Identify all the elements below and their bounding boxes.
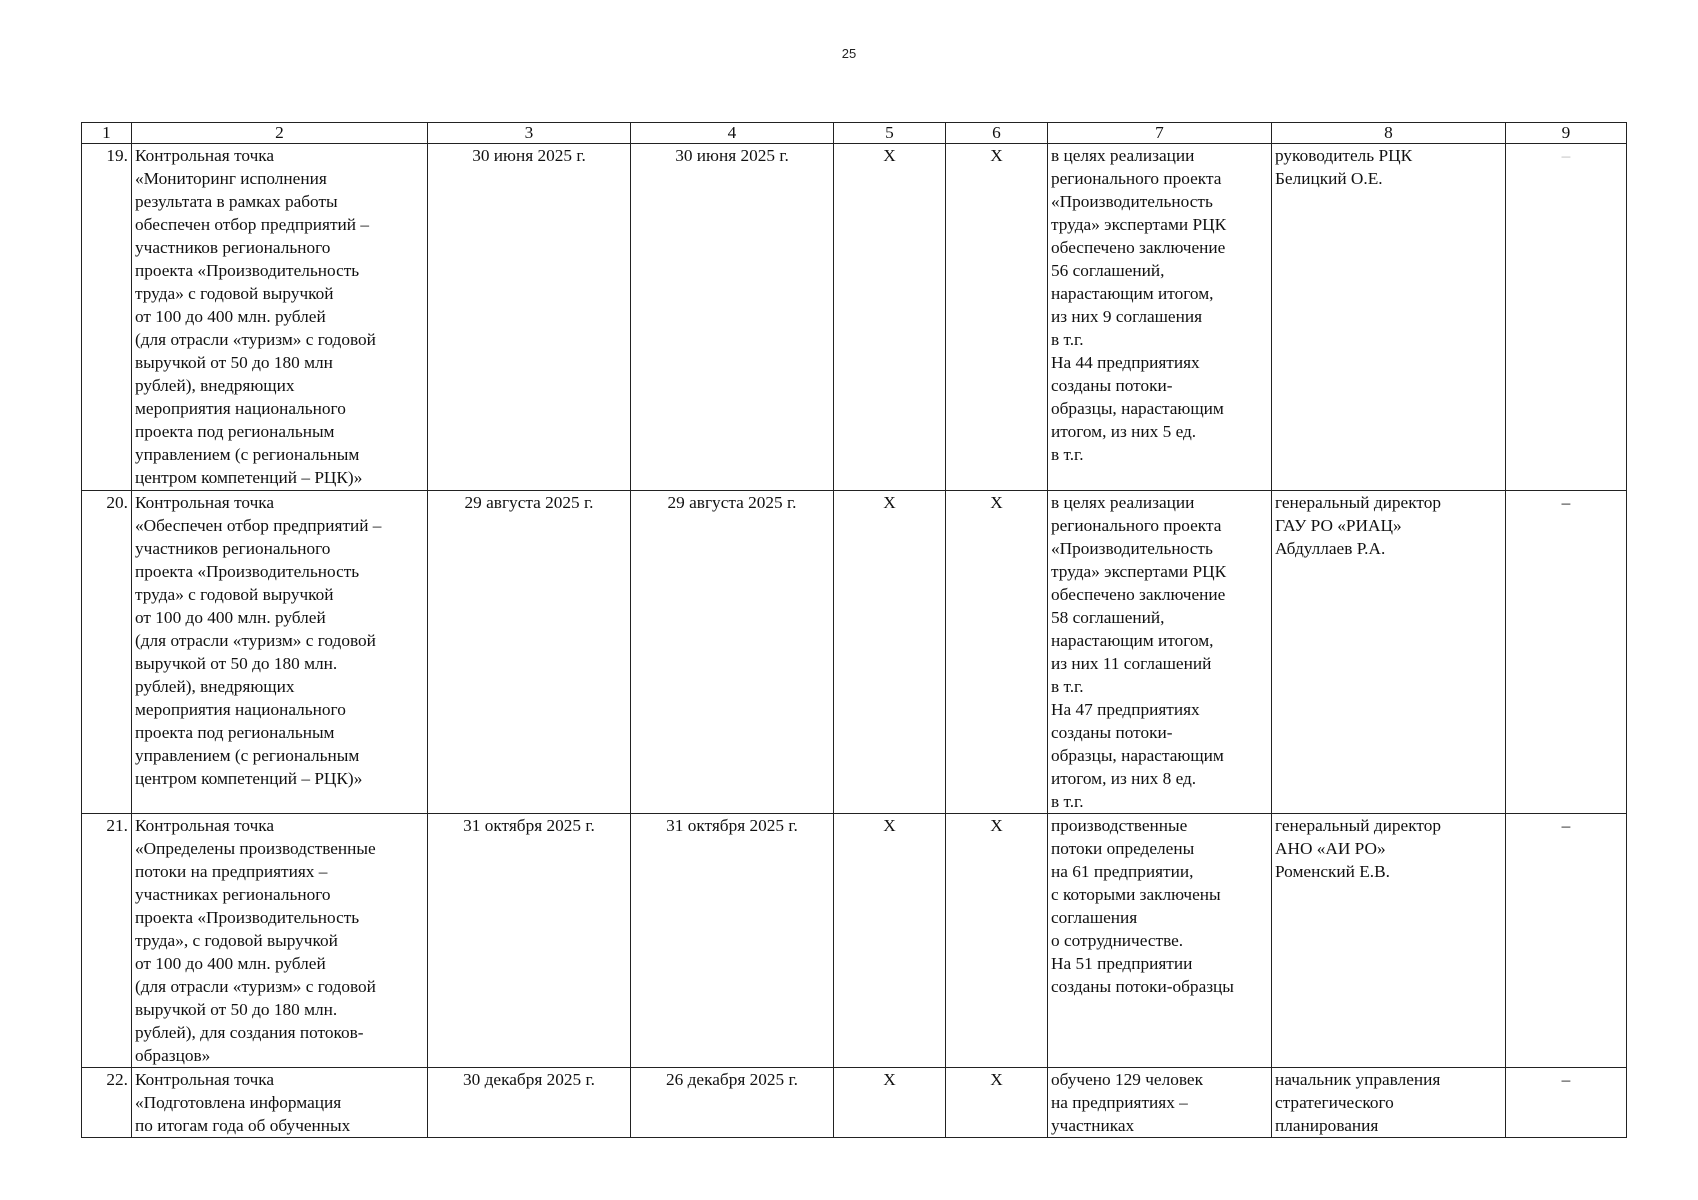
table-header-row <box>82 123 1627 144</box>
row-description: Контрольная точка «Обеспечен отбор предприятий – участников регионального проекта «Производительность труда» с годовой выручкой от 100 до 400 млн. рублей (для отрасли «туризм» с годовой выручкой от 50 до 180 млн. рублей), внедряющих мероприятия национального проекта под региональным управлением (с региональным центром компетенций – РЦК)» <box>132 491 428 814</box>
table-row <box>82 814 1627 1068</box>
row-number: 20. <box>82 491 132 814</box>
row-responsible: генеральный директор ГАУ РО «РИАЦ» Абдуллаев Р.А. <box>1272 491 1506 814</box>
row-result: обучено 129 человек на предприятиях – участниках <box>1048 1068 1272 1138</box>
row-plan-date: 30 июня 2025 г. <box>428 144 631 491</box>
table-row <box>82 491 1627 814</box>
row-result: в целях реализации регионального проекта «Производительность труда» экспертами РЦК обеспечено заключение 58 соглашений, нарастающим итогом, из них 11 соглашений в т.г. На 47 предприятиях созданы потоки- образцы, нарастающим итогом, из них 8 ед. в т.г. <box>1048 491 1272 814</box>
row-result: производственные потоки определены на 61 предприятии, с которыми заключены соглашения о сотрудничестве. На 51 предприятии созданы потоки-образцы <box>1048 814 1272 1068</box>
row-col6: X <box>946 1068 1048 1138</box>
row-plan-date: 30 декабря 2025 г. <box>428 1068 631 1138</box>
row-col5: X <box>834 144 946 491</box>
header-cell: 3 <box>428 123 631 144</box>
table-row <box>82 144 1627 491</box>
row-number: 22. <box>82 1068 132 1138</box>
header-cell: 1 <box>82 123 132 144</box>
row-description: Контрольная точка «Подготовлена информация по итогам года об обученных <box>132 1068 428 1138</box>
row-col6: X <box>946 491 1048 814</box>
row-number: 21. <box>82 814 132 1068</box>
row-result: в целях реализации регионального проекта «Производительность труда» экспертами РЦК обеспечено заключение 56 соглашений, нарастающим итогом, из них 9 соглашения в т.г. На 44 предприятиях созданы потоки- образцы, нарастающим итогом, из них 5 ед. в т.г. <box>1048 144 1272 491</box>
page-number: 25 <box>841 46 857 61</box>
row-responsible: генеральный директор АНО «АИ РО» Роменский Е.В. <box>1272 814 1506 1068</box>
header-cell: 8 <box>1272 123 1506 144</box>
row-col6: X <box>946 814 1048 1068</box>
row-col9: – <box>1506 144 1627 491</box>
row-col9: – <box>1506 491 1627 814</box>
row-actual-date: 31 октября 2025 г. <box>631 814 834 1068</box>
row-plan-date: 31 октября 2025 г. <box>428 814 631 1068</box>
header-cell: 2 <box>132 123 428 144</box>
row-description: Контрольная точка «Мониторинг исполнения результата в рамках работы обеспечен отбор предприятий – участников регионального проекта «Производительность труда» с годовой выручкой от 100 до 400 млн. рублей (для отрасли «туризм» с годовой выручкой от 50 до 180 млн рублей), внедряющих мероприятия национального проекта под региональным управлением (с региональным центром компетенций – РЦК)» <box>132 144 428 491</box>
table-row <box>82 1068 1627 1138</box>
row-plan-date: 29 августа 2025 г. <box>428 491 631 814</box>
header-cell: 5 <box>834 123 946 144</box>
row-col5: X <box>834 814 946 1068</box>
header-cell: 4 <box>631 123 834 144</box>
row-actual-date: 29 августа 2025 г. <box>631 491 834 814</box>
row-col9: – <box>1506 814 1627 1068</box>
header-cell: 6 <box>946 123 1048 144</box>
row-actual-date: 30 июня 2025 г. <box>631 144 834 491</box>
header-cell: 9 <box>1506 123 1627 144</box>
header-cell: 7 <box>1048 123 1272 144</box>
control-points-table <box>81 122 1627 1138</box>
row-col9: – <box>1506 1068 1627 1138</box>
row-number: 19. <box>82 144 132 491</box>
row-responsible: начальник управления стратегического планирования <box>1272 1068 1506 1138</box>
row-col5: X <box>834 1068 946 1138</box>
row-actual-date: 26 декабря 2025 г. <box>631 1068 834 1138</box>
row-description: Контрольная точка «Определены производственные потоки на предприятиях – участниках регионального проекта «Производительность труда», с годовой выручкой от 100 до 400 млн. рублей (для отрасли «туризм» с годовой выручкой от 50 до 180 млн. рублей), для создания потоков- образцов» <box>132 814 428 1068</box>
row-col5: X <box>834 491 946 814</box>
row-responsible: руководитель РЦК Белицкий О.Е. <box>1272 144 1506 491</box>
row-col6: X <box>946 144 1048 491</box>
